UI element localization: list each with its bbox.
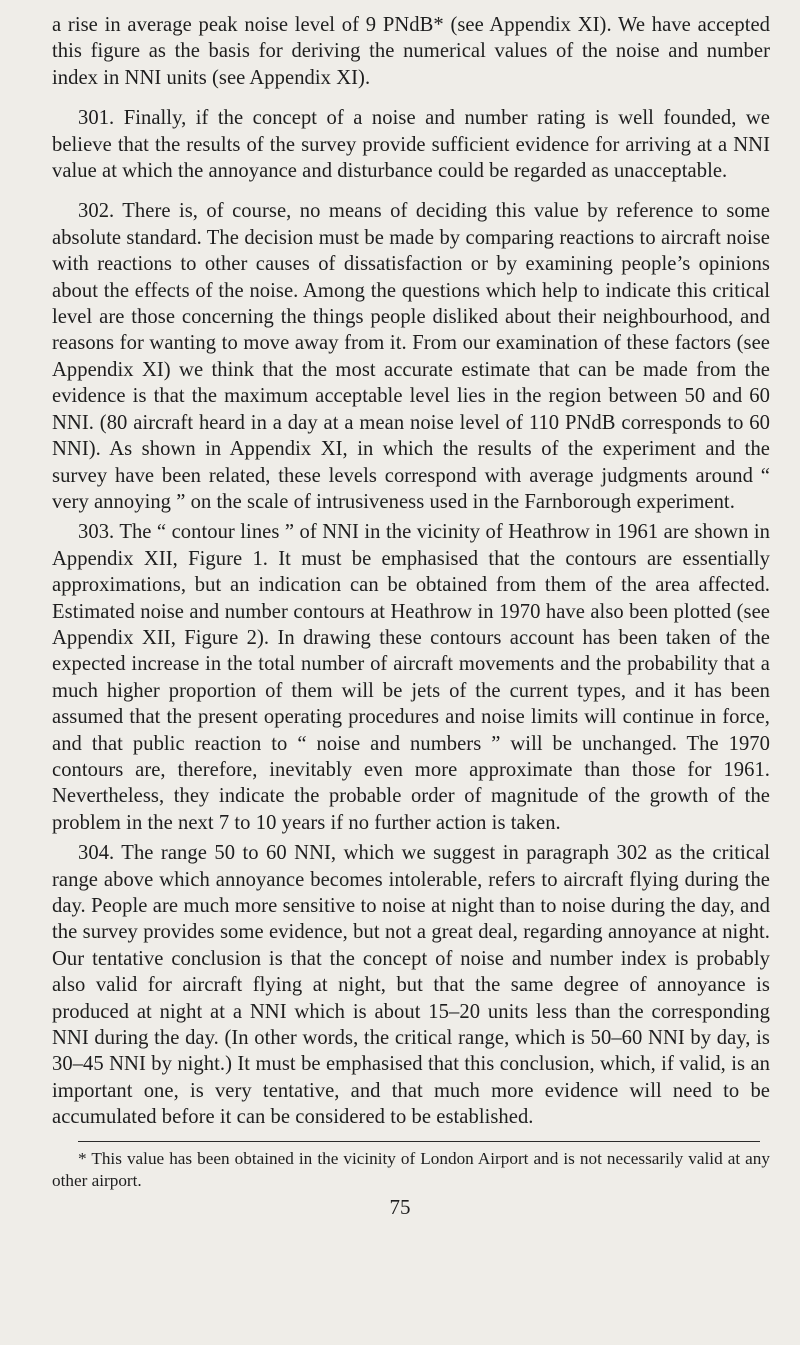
paragraph-303: 303. The “ contour lines ” of NNI in the vicinity of Heathrow in 1961 are shown in Appendix XII, Figure 1. It must be emphasised that the contours are essentially approximations, but an indication can be obtained from them of the area affected. Estimated noise and number contours at Heathrow in 1970 have also been plotted (see Appendix XII, Figure 2). In drawing these contours account has been taken of the expected increase in the total number of aircraft movements and the probability that a much higher proportion of them will be jets of the current types, and it has been assumed that the present operating procedures and noise limits will continue in force, and that public reaction to “ noise and numbers ” will be unchanged. The 1970 contours are, therefore, inevitably even more approximate than those for 1961. Nevertheless, they indicate the probable order of magnitude of the growth of the problem in the next 7 to 10 years if no further action is taken. (52, 521, 770, 834)
page-number: 75 (389, 1195, 411, 1219)
footnote-divider (78, 1141, 760, 1142)
paragraph-301: 301. Finally, if the concept of a noise and number rating is well founded, we believe that the results of the survey provide sufficient evidence for arriving at a NNI value at which the annoyance and disturbance could be regarded as unacceptable. (52, 107, 770, 183)
paragraph-304: 304. The range 50 to 60 NNI, which we suggest in paragraph 302 as the critical range above which annoyance becomes intolerable, refers to aircraft flying during the day. People are much more sensitive to noise at night than to noise during the day, and the survey provides some evidence, but not a great deal, regarding annoyance at night. Our tentative conclusion is that the concept of noise and number index is probably also valid for aircraft flying at night, but that the same degree of annoyance is produced at night at a NNI which is about 15–20 units less than the corresponding NNI during the day. (In other words, the critical range, which is 50–60 NNI by day, is 30–45 NNI by night.) It must be emphasised that this conclusion, which, if valid, is an important one, is very tentative, and that much more evidence will need to be accumulated before it can be considered to be established. (52, 842, 770, 1129)
footnote: * This value has been obtained in the vicinity of London Airport and is not necessarily valid at any other airport. (52, 1148, 770, 1190)
paragraph-302: 302. There is, of course, no means of deciding this value by reference to some absolute standard. The decision must be made by comparing reactions to aircraft noise with reactions to other causes of dissatisfaction or by examining people’s opinions about the effects of the noise. Among the questions which help to indicate this critical level are those concerning the things people disliked about their neighbourhood, and reasons for wanting to move away from it. From our examination of these factors (see Appendix XI) we think that the most accurate estimate that can be made from the evidence is that the maximum acceptable level lies in the region between 50 and 60 NNI. (80 aircraft heard in a day at a mean noise level of 110 PNdB corresponds to 60 NNI). As shown in Appendix XI, in which the results of the experiment and the survey have been related, these levels correspond with average judgments around “ very annoying ” on the scale of intrusiveness used in the Farnborough experiment. (52, 200, 770, 513)
paragraph-300-continued: a rise in average peak noise level of 9 PNdB* (see Appendix XI). We have accepted this figure as the basis for deriving the numerical values of the noise and number index in NNI units (see Appendix XI). (52, 14, 770, 89)
